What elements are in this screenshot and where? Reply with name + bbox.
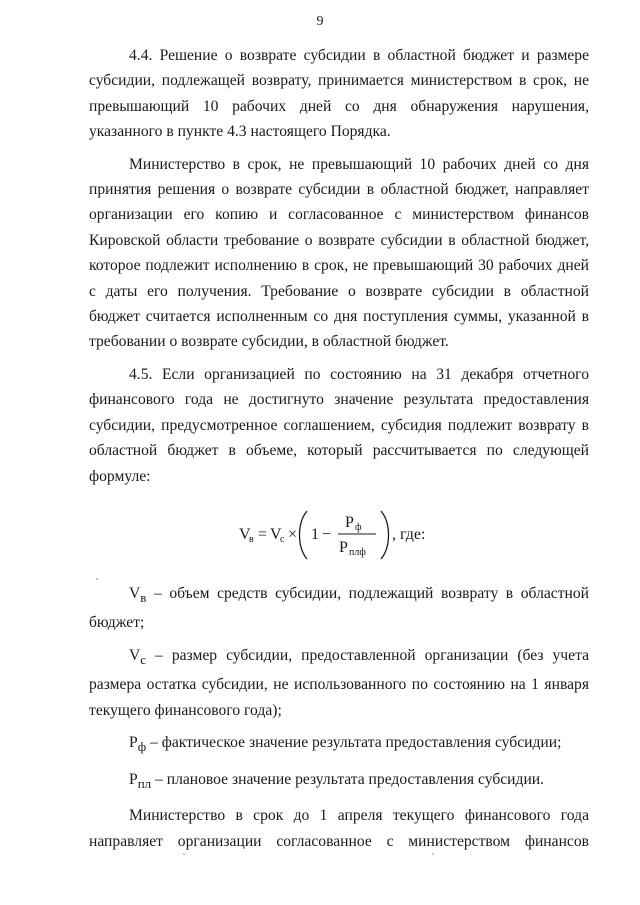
formula-lhs-sub: в — [249, 533, 254, 545]
definition-pf-text: – фактическое значение результата предоставления субсидии; — [146, 734, 562, 752]
definition-ppl-subscript: пл — [137, 775, 152, 791]
definition-vc-text: – размер субсидии, предоставленной организации (без учета размера остатка субсидии, не использованного по состоянию на 1 января текущего финансового года); — [89, 646, 589, 719]
definition-vc — [89, 643, 589, 723]
formula-equals: = — [258, 525, 268, 543]
formula-lhs: V — [239, 525, 251, 543]
formula-suffix: , где: — [392, 525, 426, 543]
definition-vc-symbol: V — [129, 646, 141, 664]
page-number: 9 — [316, 14, 324, 29]
scan-speck — [183, 853, 185, 855]
formula-times: × — [288, 525, 298, 543]
definition-ppl — [89, 767, 589, 797]
formula — [89, 501, 589, 567]
right-paren — [381, 511, 389, 559]
paragraph-ministry-april: Министерство в срок до 1 апреля текущего финансового года направляет организации согласованное с министерством финансов — [89, 807, 589, 850]
definition-vc-subscript: с — [140, 651, 147, 667]
left-paren — [300, 511, 308, 559]
formula-minus: − — [322, 525, 332, 543]
scan-speck — [96, 578, 98, 580]
document-body — [89, 43, 589, 861]
formula-vc-sub: с — [280, 533, 285, 545]
paragraph-4-4: 4.4. Решение о возврате субсидии в областной бюджет и размере субсидии, подлежащей возврату, принимается министерством в срок, не превышающий 10 рабочих дней со дня обнаружения нарушения, указанного в пункте 4.3 настоящего Порядка. — [89, 47, 589, 141]
definition-pf — [89, 730, 589, 760]
formula-denominator: Р — [339, 538, 348, 556]
definition-vv-symbol: V — [129, 584, 141, 602]
definition-vv — [89, 581, 589, 636]
definition-vv-subscript: в — [140, 590, 147, 606]
paragraph-4-5: 4.5. Если организацией по состоянию на 31 декабря отчетного финансового года не достигнуто значение результата предоставления субсидии, предусмотренное соглашением, субсидия подлежит возврату в областной бюджет в объеме, который рассчитывается по следующей формуле: — [89, 365, 589, 485]
definition-ppl-symbol: Р — [129, 770, 138, 788]
formula-vc: V — [270, 525, 282, 543]
formula-numerator-sub: ф — [355, 521, 362, 533]
formula-one: 1 — [311, 525, 319, 543]
definition-ppl-text: – плановое значение результата предоставления субсидии. — [151, 770, 545, 788]
scan-speck — [432, 853, 434, 855]
definition-vv-text: – объем средств субсидии, подлежащий возврату в областной бюджет; — [89, 584, 589, 632]
formula-svg — [239, 503, 459, 565]
formula-numerator: Р — [345, 513, 354, 531]
definition-pf-subscript: ф — [137, 739, 147, 755]
paragraph-ministry-requirement: Министерство в срок, не превышающий 10 рабочих дней со дня принятия решения о возврате субсидии в областной бюджет, направляет организации его копию и согласованное с министерством финансов Кировской области требование о возврате субсидии в областной бюджет, которое подлежит исполнению в срок, не превышающий 30 рабочих дней с даты его получения. Требование о возврате субсидии в областной бюджет считается исполненным со дня поступления суммы, указанной в требовании о возврате субсидии, в областной бюджет. — [89, 155, 589, 351]
formula-denominator-sub: плф — [349, 546, 366, 558]
definition-pf-symbol: Р — [129, 734, 138, 752]
